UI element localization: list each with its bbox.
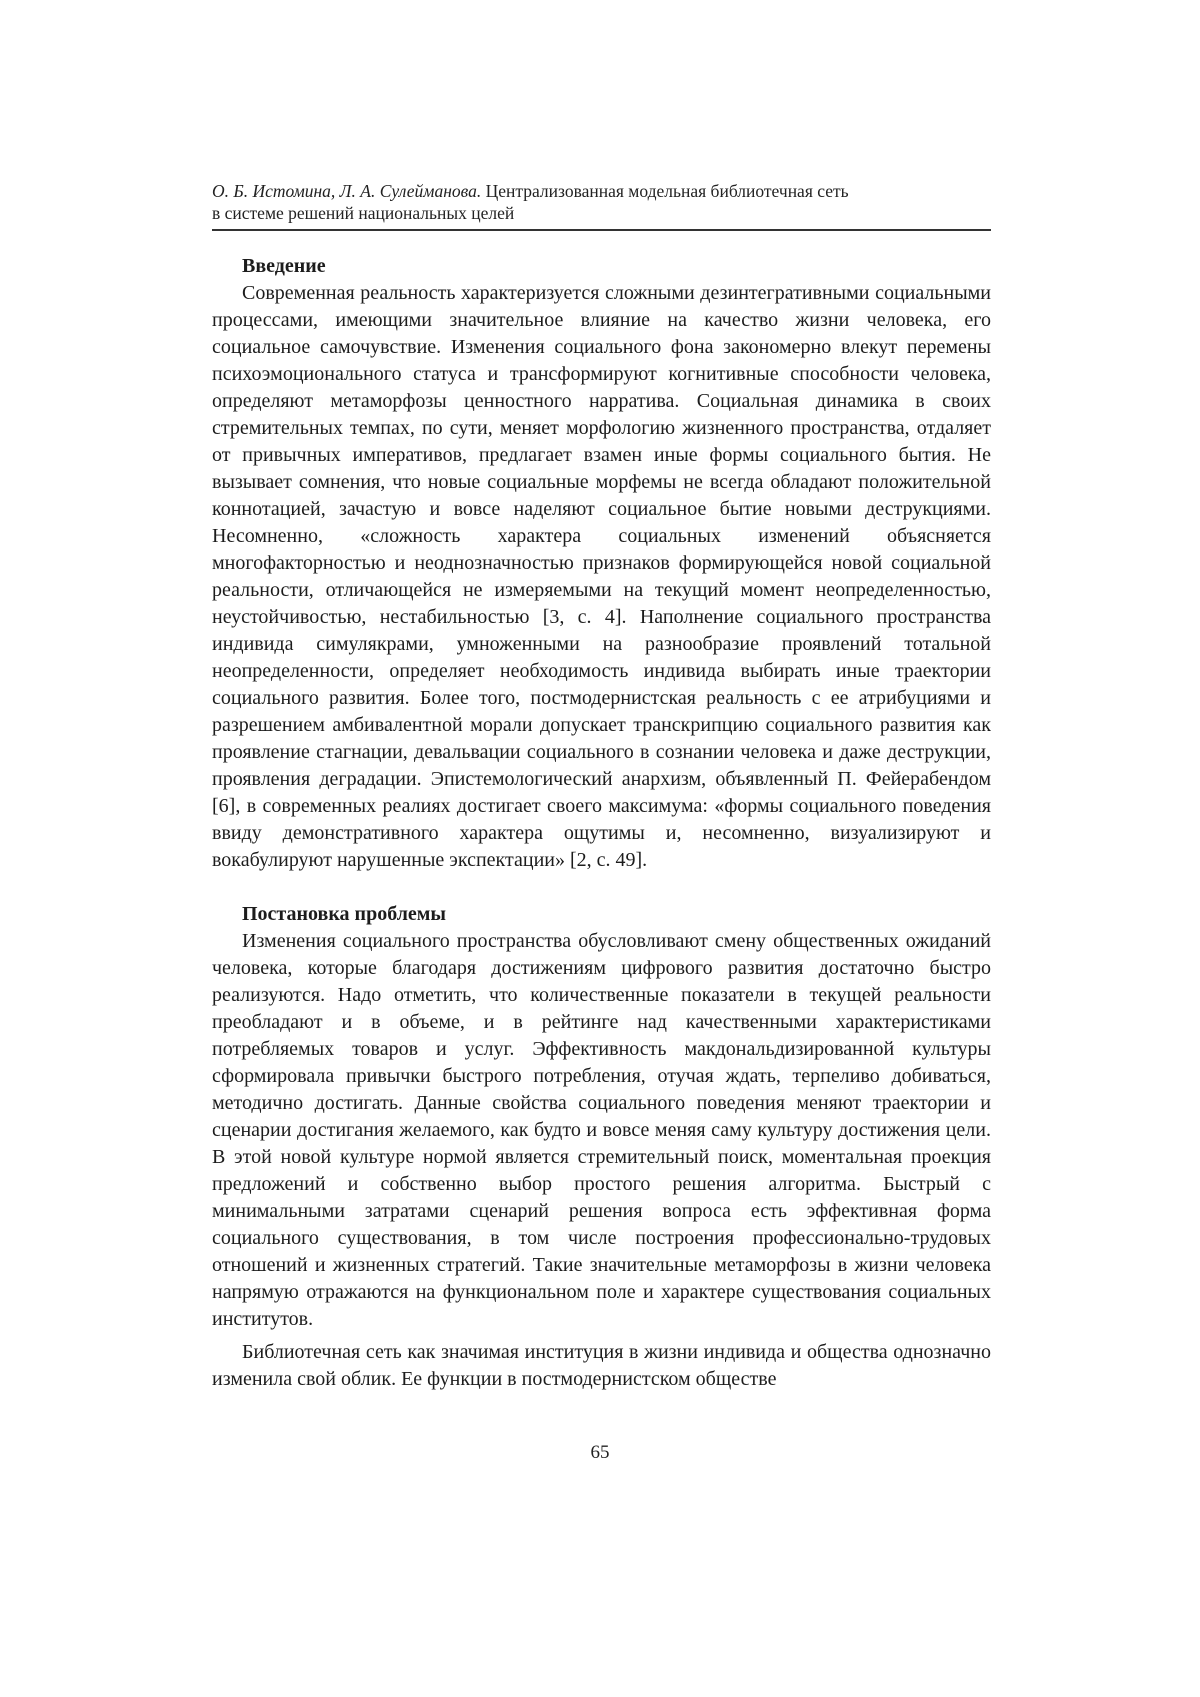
header-title-line2: в системе решений национальных целей [212,203,514,223]
document-page [0,0,1200,1697]
page-number: 65 [0,1442,1200,1464]
section-title-introduction: Введение [212,253,991,280]
section-gap [212,874,991,901]
article-body [212,253,991,1393]
section-title-problem: Постановка проблемы [212,901,991,928]
running-header [212,180,992,224]
paragraph: Современная реальность характеризуется сложными дезинтегративными соци­альными процессами, имеющими значительное влияние на качество жизни чело­века, его социальное самочувствие. Изменения социального фона закономерно влекут перемены психоэмоционального статуса и трансформируют когнитивные способности человека, определяют метаморфозы ценностного нарратива. Соци­альная динамика в своих стремительных темпах, по сути, меняет морфологию жизненного пространства, отдаляет от привычных императивов, предлагает взамен иные формы социального бытия. Не вызывает сомнения, что новые социальные морфемы не всегда обладают положительной коннотацией, зачастую и вовсе наде­ляют социальное бытие новыми деструкциями. Несомненно, «сложность харак­тера социальных изменений объясняется многофакторностью и неоднозначностью признаков формирующейся новой социальной реальности, отличающейся не изме­ряемыми на текущий момент неопределенностью, неустойчивостью, нестабиль­ностью [3, с. 4]. Наполнение социального пространства индивида симулякрами, умноженными на разнообразие проявлений тотальной неопределенности, опреде­ляет необходимость индивида выбирать иные траектории социального развития. Более того, постмодернистская реальность с ее атрибуциями и разрешением амби­валентной морали допускает транскрипцию социального развития как проявление стагнации, девальвации социального в сознании человека и даже деструкции, проявления деградации. Эпистемологический анархизм, объявленный П. Фейера­бендом [6], в современных реалиях достигает своего максимума: «формы соци­ального поведения ввиду демонстративного характера ощутимы и, несомненно, визуализируют и вокабулируют нарушенные экспектации» [2, с. 49]. [212,280,991,874]
header-authors: О. Б. Истомина, Л. А. Сулейманова. [212,181,481,201]
header-rule [212,229,991,231]
header-title-line1: Централизованная модельная библиотечная сеть [486,181,849,201]
paragraph: Библиотечная сеть как значимая институция в жизни индивида и общества однозначно изменила свой облик. Ее функции в постмодернистском обществе [212,1339,991,1393]
paragraph: Изменения социального пространства обусловливают смену общественных ожиданий человека, которые благодаря достижениям цифрового развития доста­точно быстро реализуются. Надо отметить, что количественные показатели в текущей реальности преобладают и в объеме, и в рейтинге над качественными характеристиками потребляемых товаров и услуг. Эффективность макдональдизи­рованной культуры сформировала привычки быстрого потребления, отучая ждать, терпеливо добиваться, методично достигать. Данные свойства социального пове­дения меняют траектории и сценарии достигания желаемого, как будто и вовсе меняя саму культуру достижения цели. В этой новой культуре нормой является стремительный поиск, моментальная проекция предложений и собственно выбор простого решения алгоритма. Быстрый с минимальными затратами сценарий решения вопроса есть эффективная форма социального существования, в том числе построения профессионально-трудовых отношений и жизненных стра­тегий. Такие значительные метаморфозы в жизни человека напрямую отражаются на функциональном поле и характере существования социальных институтов. [212,928,991,1333]
